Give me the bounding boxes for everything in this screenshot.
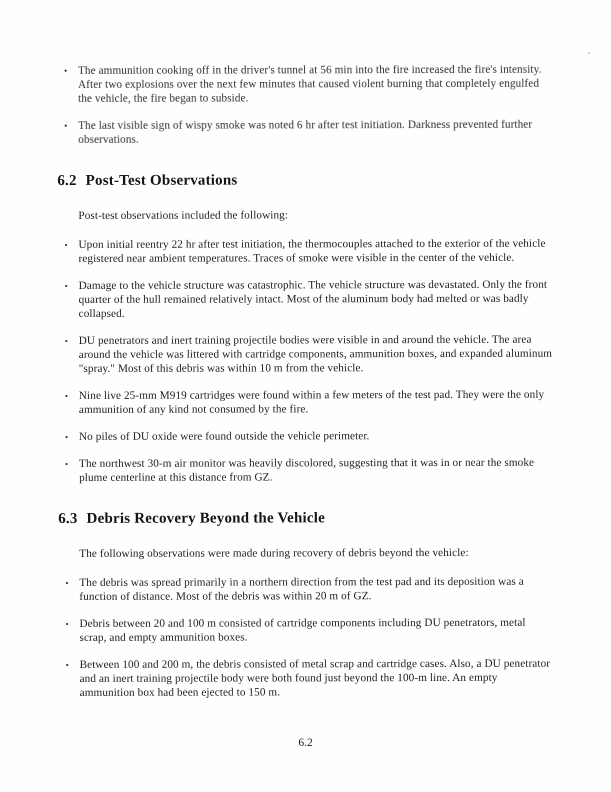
bullet-text: Between 100 and 200 m, the debris consisted of metal scrap and cartridge cases. Also, a DU penetrator and an inert training projectile body were both found just beyond the 100-m line. An empty ammunition box had been ejected to 150 m. <box>79 657 551 699</box>
section-number: 6.2 <box>57 172 77 189</box>
list-item <box>65 456 554 485</box>
bullet-icon: • <box>65 577 69 588</box>
bullet-text: Debris between 20 and 100 m consisted of cartridge components including DU penetrators, metal scrap, and empty ammunition boxes. <box>79 616 526 644</box>
post-test-bullet-list <box>57 237 554 485</box>
bullet-icon: • <box>64 120 68 131</box>
list-item <box>64 63 553 106</box>
list-item <box>65 575 554 604</box>
bullet-text: The last visible sign of wispy smoke was noted 6 hr after test initiation. Darkness prevented further observations. <box>78 118 533 146</box>
bullet-icon: • <box>65 458 69 469</box>
bullet-text: DU penetrators and inert training projectile bodies were visible in and around the vehicle. The area around the vehicle was littered with cartridge components, ammunition boxes, and expanded aluminum "spray." Most of this debris was within 10 m from the vehicle. <box>78 333 553 375</box>
bullet-icon: • <box>64 280 68 291</box>
bullet-icon: • <box>65 659 69 670</box>
list-item <box>65 429 554 444</box>
list-item <box>65 388 554 417</box>
section-intro: Post-test observations included the following: <box>78 209 289 222</box>
section-heading-post-test-observations <box>57 171 553 190</box>
bullet-text: The northwest 30-m air monitor was heavily discolored, suggesting that it was in or near the smoke plume centerline at this distance from GZ. <box>79 456 535 484</box>
bullet-icon: • <box>64 431 69 442</box>
list-item <box>65 616 554 645</box>
debris-recovery-bullet-list <box>58 575 554 700</box>
section-intro: The following observations were made during recovery of debris beyond the vehicle: <box>79 546 469 560</box>
list-item <box>66 657 555 700</box>
bullet-text: Upon initial reentry 22 hr after test initiation, the thermocouples attached to the exterior of the vehicle registered near ambient temperatures. Traces of smoke were visible in the center of the vehicle. <box>78 237 546 265</box>
section-heading-debris-recovery <box>58 509 554 528</box>
list-item <box>65 278 554 321</box>
list-item <box>65 333 554 376</box>
bullet-text: The debris was spread primarily in a northern direction from the test pad and its deposition was a function of distance. Most of the debris was within 20 m of GZ. <box>79 575 524 603</box>
bullet-text: The ammunition cooking off in the driver's tunnel at 56 min into the fire increased the fire's intensity. After two explosions over the next few minutes that caused violent burning that completely engulfed the vehicle, the fire began to subside. <box>78 63 542 105</box>
page-number: 6.2 <box>298 737 313 749</box>
bullet-icon: • <box>64 239 68 250</box>
bullet-text: No piles of DU oxide were found outside the vehicle perimeter. <box>78 430 370 443</box>
bullet-icon: • <box>65 618 69 629</box>
bullet-text: Damage to the vehicle structure was catastrophic. The vehicle structure was devastated. Only the front quarter of the hull remained relatively intact. Most of the aluminum body had melted or was badly collapsed. <box>78 278 548 320</box>
section-title: Post-Test Observations <box>85 172 238 189</box>
page-content <box>57 63 555 700</box>
bullet-icon: • <box>64 335 69 346</box>
list-item <box>64 118 553 147</box>
scan-artifact-dot <box>588 52 590 54</box>
bullet-icon: • <box>64 390 69 401</box>
section-number: 6.3 <box>58 510 78 527</box>
section-title: Debris Recovery Beyond the Vehicle <box>86 510 326 527</box>
bullet-icon: • <box>64 65 68 76</box>
bullet-text: Nine live 25-mm M919 cartridges were found within a few meters of the test pad. They were the only ammunition of any kind not consumed by the fire. <box>78 388 545 416</box>
intro-bullet-list <box>57 63 553 147</box>
list-item <box>64 237 553 266</box>
